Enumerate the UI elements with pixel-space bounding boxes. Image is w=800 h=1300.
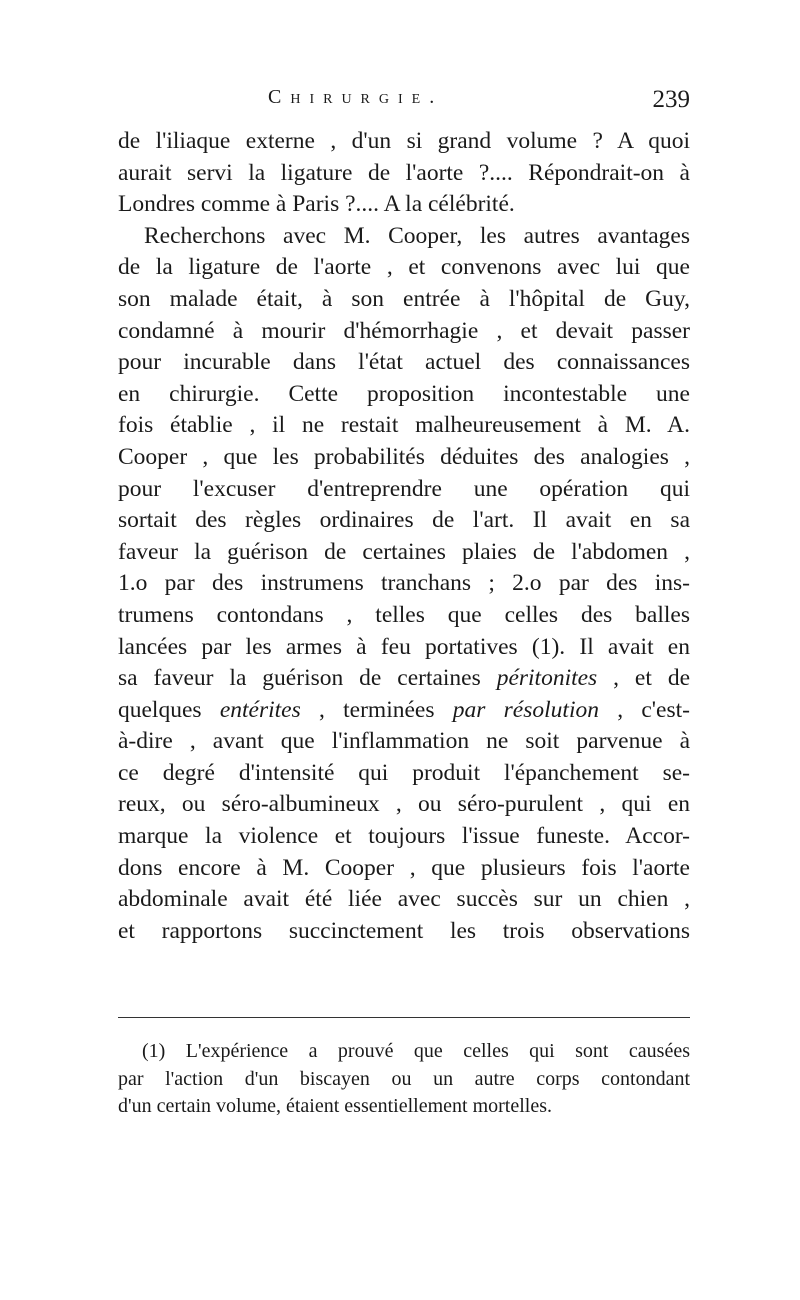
footnote-divider: [118, 1017, 690, 1018]
text-line: et rapportons succinctement les trois observations: [118, 917, 690, 944]
text-line: son malade était, à son entrée à l'hôpital de Guy,: [118, 285, 690, 312]
paragraph-start-line: Recherchons avec M. Cooper, les autres avantages: [144, 222, 690, 249]
text-line: pour l'excuser d'entreprendre une opération qui: [118, 475, 690, 502]
text-line: 1.o par des instrumens tranchans ; 2.o par des ins-: [118, 570, 690, 597]
running-head: [118, 86, 690, 126]
text-line: fois établie , il ne restait malheureusement à M. A.: [118, 412, 690, 439]
footnote: [118, 1038, 690, 1121]
text-line: faveur la guérison de certaines plaies de l'abdomen ,: [118, 538, 690, 565]
text-line: ce degré d'intensité qui produit l'épanchement se-: [118, 759, 690, 786]
text-line: condamné à mourir d'hémorrhagie , et devait passer: [118, 317, 690, 344]
text-line: dons encore à M. Cooper , que plusieurs fois l'aorte: [118, 854, 690, 881]
text-line: à-dire , avant que l'inflammation ne soit parvenue à: [118, 728, 690, 755]
text-line: abdominale avait été liée avec succès sur un chien ,: [118, 886, 690, 913]
footnote-line: (1) L'expérience a prouvé que celles qui sont causées: [142, 1040, 690, 1062]
text-line: reux, ou séro-albumineux , ou séro-purulent , qui en: [118, 791, 690, 818]
text-line: pour incurable dans l'état actuel des connaissances: [118, 349, 690, 376]
text-line: lancées par les armes à feu portatives (1). Il avait en: [118, 633, 690, 660]
text-line: Cooper , que les probabilités déduites des analogies ,: [118, 443, 690, 470]
text-line: aurait servi la ligature de l'aorte ?.... Répondrait-on à: [118, 159, 690, 186]
text-line: de la ligature de l'aorte , et convenons avec lui que: [118, 254, 690, 281]
text-line: trumens contondans , telles que celles des balles: [118, 601, 690, 628]
footnote-line: d'un certain volume, étaient essentiellement mortelles.: [118, 1095, 553, 1117]
footnote-line: par l'action d'un biscayen ou un autre corps contondant: [118, 1067, 690, 1090]
running-title: Chirurgie.: [268, 86, 444, 108]
body-text: [118, 126, 690, 947]
text-line: sa faveur la guérison de certaines péritonites , et de: [118, 665, 690, 692]
text-line: de l'iliaque externe , d'un si grand volume ? A quoi: [118, 128, 690, 154]
text-line: quelques entérites , terminées par résolution , c'est-: [118, 696, 690, 723]
text-line: Londres comme à Paris ?.... A la célébrité.: [118, 191, 515, 218]
text-line: marque la violence et toujours l'issue funeste. Accor-: [118, 823, 690, 850]
text-line: en chirurgie. Cette proposition incontestable une: [118, 380, 690, 407]
text-line: sortait des règles ordinaires de l'art. Il avait en sa: [118, 507, 690, 534]
page-number: 239: [652, 86, 690, 113]
